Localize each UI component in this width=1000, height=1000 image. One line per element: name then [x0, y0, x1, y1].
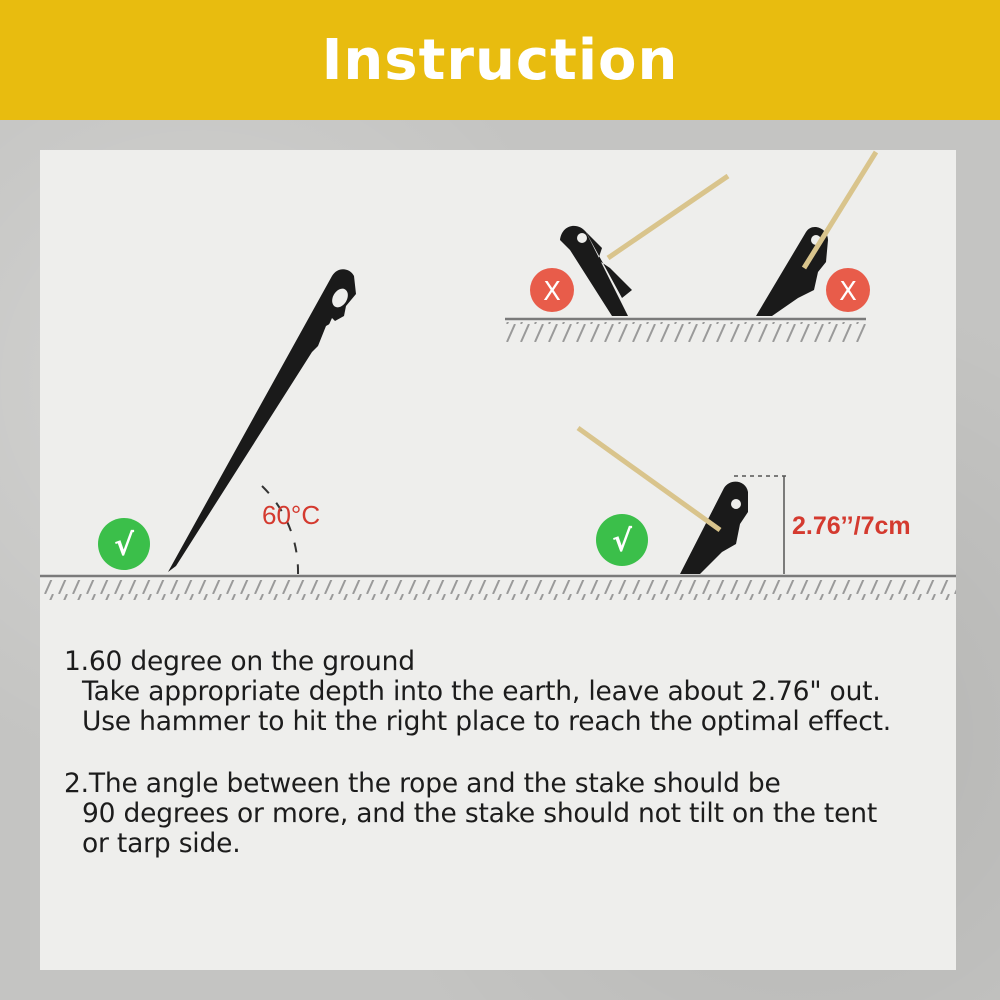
step2-line2: 90 degrees or more, and the stake should not tilt on the tent: [82, 798, 878, 829]
svg-text:√: √: [611, 524, 633, 559]
step1-line3: Use hammer to hit the right place to reach the optimal effect.: [82, 706, 891, 737]
check-icon: [596, 514, 648, 566]
svg-text:X: X: [543, 277, 561, 307]
step2-line3: or tarp side.: [82, 828, 241, 859]
instruction-text: [64, 647, 944, 859]
height-label: 2.76’’/7cm: [792, 512, 911, 540]
stake-wrong-rope-low: [560, 176, 728, 316]
angle-label: 60°C: [262, 500, 321, 530]
cross-icon: [530, 268, 574, 312]
step1-heading: 1.60 degree on the ground: [64, 646, 415, 677]
check-icon: [98, 518, 150, 570]
svg-text:√: √: [113, 528, 135, 563]
step2-heading: 2.The angle between the rope and the stake should be: [64, 768, 781, 799]
step1-line2: Take appropriate depth into the earth, leave about 2.76" out.: [82, 676, 881, 707]
page-title: Instruction: [321, 27, 679, 93]
svg-text:X: X: [839, 277, 857, 307]
ground-line-top: [505, 319, 866, 342]
cross-icon: [826, 268, 870, 312]
ground-line-bottom: [40, 576, 956, 600]
